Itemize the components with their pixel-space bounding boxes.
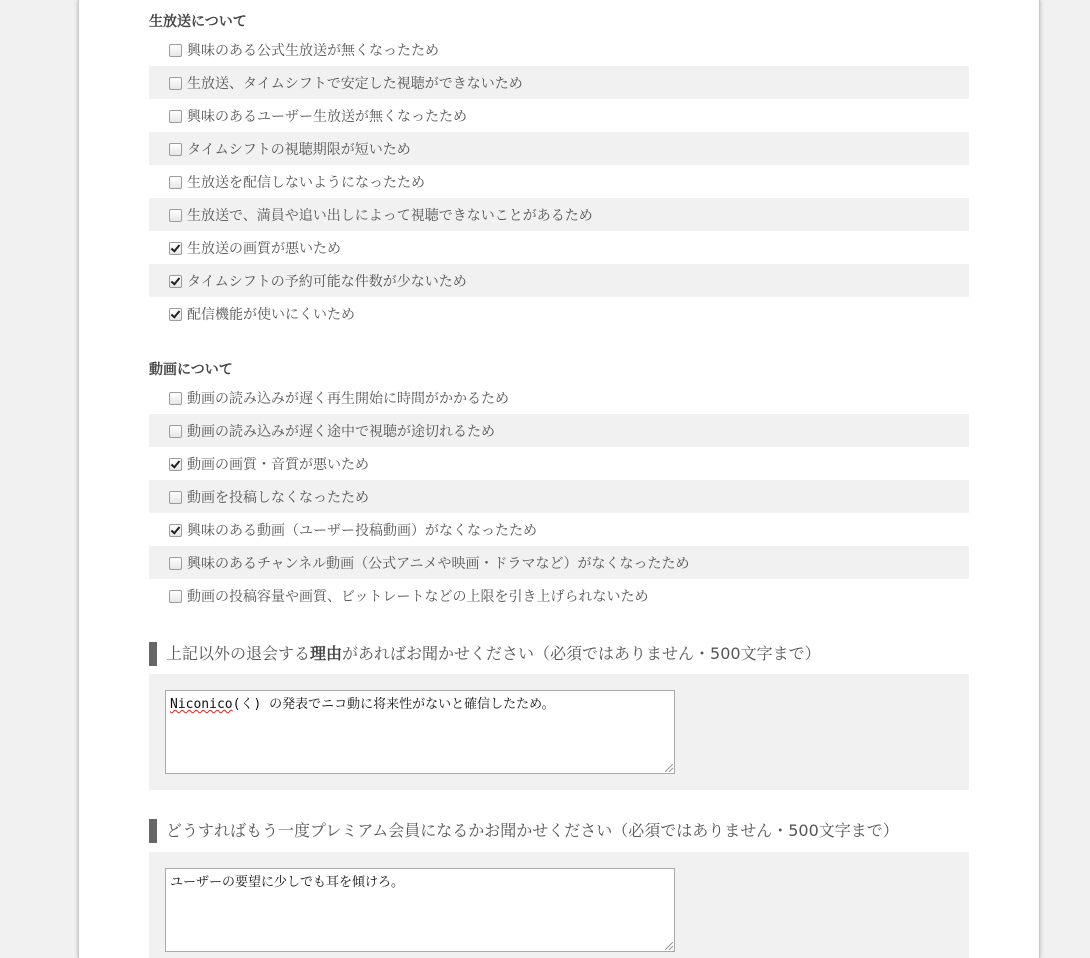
other-reason-heading-note: があればお聞かせください（必須ではありません・500文字まで）	[342, 644, 821, 663]
video-option[interactable]	[149, 447, 969, 480]
live-option[interactable]	[149, 264, 969, 297]
live-option[interactable]	[149, 297, 969, 330]
video-option-label: 動画の画質・音質が悪いため	[187, 456, 369, 473]
video-option[interactable]	[149, 381, 969, 414]
video-option[interactable]	[149, 546, 969, 579]
page-panel	[78, 0, 1040, 958]
return-reason-text: ユーザーの要望に少しでも耳を傾けろ。	[170, 875, 405, 890]
other-reason-text: (く) の発表でニコ動に将来性がないと確信したため。	[232, 697, 555, 712]
live-option-label: 生放送で、満員や追い出しによって視聴できないことがあるため	[187, 207, 593, 224]
live-checkbox[interactable]	[169, 110, 182, 123]
other-reason-textarea[interactable]	[165, 690, 675, 774]
misspelled-word: Niconico	[170, 697, 233, 712]
video-checkbox[interactable]	[169, 590, 182, 603]
live-option[interactable]	[149, 99, 969, 132]
live-checkbox[interactable]	[169, 44, 182, 57]
live-option-label: 生放送を配信しないようになったため	[187, 174, 425, 191]
video-option[interactable]	[149, 579, 969, 612]
live-checkbox[interactable]	[169, 209, 182, 222]
video-option[interactable]	[149, 414, 969, 447]
live-option[interactable]	[149, 33, 969, 66]
other-reason-heading	[149, 642, 969, 666]
live-option[interactable]	[149, 132, 969, 165]
live-option[interactable]	[149, 231, 969, 264]
video-option[interactable]	[149, 513, 969, 546]
live-option-label: 配信機能が使いにくいため	[187, 306, 355, 323]
live-checkbox[interactable]	[169, 242, 182, 255]
video-checkbox[interactable]	[169, 524, 182, 537]
video-checkbox[interactable]	[169, 425, 182, 438]
video-checkbox[interactable]	[169, 458, 182, 471]
video-section-title: 動画について	[149, 362, 233, 378]
live-option[interactable]	[149, 66, 969, 99]
live-checkbox[interactable]	[169, 77, 182, 90]
video-option-label: 動画の読み込みが遅く途中で視聴が途切れるため	[187, 423, 495, 440]
live-option-label: 生放送の画質が悪いため	[187, 240, 341, 257]
resize-grip-icon[interactable]	[665, 764, 673, 772]
live-option-label: タイムシフトの予約可能な件数が少ないため	[187, 273, 467, 290]
live-option-label: 生放送、タイムシフトで安定した視聴ができないため	[187, 75, 523, 92]
live-option-label: 興味のある公式生放送が無くなったため	[187, 42, 439, 59]
other-reason-box	[149, 674, 969, 790]
video-option-label: 動画の読み込みが遅く再生開始に時間がかかるため	[187, 390, 509, 407]
live-option[interactable]	[149, 165, 969, 198]
video-option-label: 動画を投稿しなくなったため	[187, 489, 369, 506]
return-reason-box	[149, 852, 969, 958]
video-option-label: 興味のあるチャンネル動画（公式アニメや映画・ドラマなど）がなくなったため	[187, 555, 690, 572]
resize-grip-icon[interactable]	[665, 942, 673, 950]
video-options-list	[149, 381, 969, 612]
video-checkbox[interactable]	[169, 557, 182, 570]
live-option[interactable]	[149, 198, 969, 231]
live-option-label: 興味のあるユーザー生放送が無くなったため	[187, 108, 467, 125]
live-section-title: 生放送について	[149, 14, 247, 30]
live-options-list	[149, 33, 969, 330]
live-checkbox[interactable]	[169, 176, 182, 189]
video-option[interactable]	[149, 480, 969, 513]
video-option-label: 動画の投稿容量や画質、ビットレートなどの上限を引き上げられないため	[187, 588, 649, 605]
return-reason-textarea[interactable]	[165, 868, 675, 952]
live-option-label: タイムシフトの視聴期限が短いため	[187, 141, 411, 158]
return-reason-heading: どうすればもう一度プレミアム会員になるかお聞かせください（必須ではありません・500文字まで）	[149, 819, 969, 843]
live-checkbox[interactable]	[169, 143, 182, 156]
video-option-label: 興味のある動画（ユーザー投稿動画）がなくなったため	[187, 522, 537, 539]
video-checkbox[interactable]	[169, 491, 182, 504]
other-reason-heading-text: 上記以外の退会する	[166, 644, 311, 663]
other-reason-heading-emphasis: 理由	[310, 644, 343, 663]
live-checkbox[interactable]	[169, 308, 182, 321]
video-checkbox[interactable]	[169, 392, 182, 405]
live-checkbox[interactable]	[169, 275, 182, 288]
